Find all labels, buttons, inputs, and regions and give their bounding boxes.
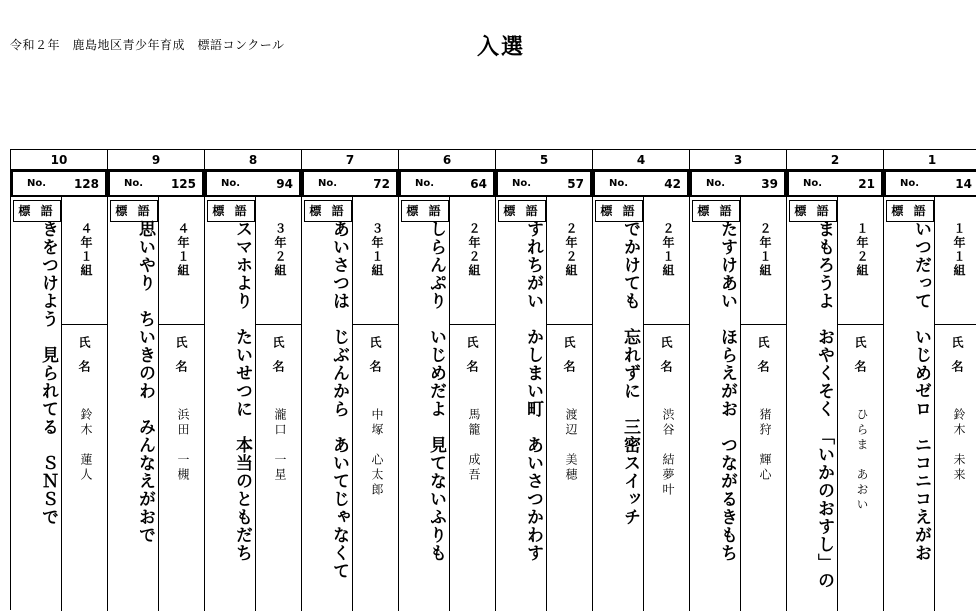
name-label: 氏名 (368, 336, 382, 384)
number-row (593, 170, 689, 197)
number-row (108, 170, 204, 197)
row-divider (934, 324, 976, 325)
slogan-text: たすけあい ほらえがお つながるきもち (717, 220, 737, 562)
rank-cell: 6 (399, 150, 495, 170)
student-name: 鈴木 蓮人 (79, 408, 93, 483)
slogan-label: 標 語 (304, 200, 352, 222)
slogan-label: 標 語 (692, 200, 740, 222)
grade-class: ２年１組 (758, 222, 772, 278)
no-label: No. (609, 178, 629, 189)
name-label: 氏名 (756, 336, 770, 384)
grade-class: ３年１組 (370, 222, 384, 278)
student-name: 中塚 心太郎 (370, 408, 384, 498)
name-label: 氏名 (853, 336, 867, 384)
entry-column-rank-8 (205, 150, 302, 611)
student-name: 鈴木 未来 (952, 408, 966, 483)
entry-number: 42 (664, 177, 681, 191)
column-divider (158, 197, 159, 611)
row-divider (158, 324, 205, 325)
entry-number: 21 (858, 177, 875, 191)
entry-number: 125 (170, 177, 196, 191)
slogan-text: きをつけよう 見られてる ＳＮＳで (38, 220, 58, 526)
name-label: 氏名 (465, 336, 479, 384)
slogan-label: 標 語 (498, 200, 546, 222)
slogan-text: まもろうよ おやくそく 「いかのおすし」の (814, 220, 834, 590)
student-name: ひらま あおい (855, 408, 869, 513)
row-divider (546, 324, 593, 325)
student-name: 渡辺 美穂 (564, 408, 578, 483)
rank-cell: 4 (593, 150, 689, 170)
grade-class: ４年１組 (79, 222, 93, 278)
number-row (496, 170, 592, 197)
entry-number: 64 (470, 177, 487, 191)
grade-class: ２年１組 (661, 222, 675, 278)
slogan-text: 思いやり ちいきのわ みんなえがおで (135, 220, 155, 544)
entry-column-rank-6 (399, 150, 496, 611)
slogan-label: 標 語 (886, 200, 934, 222)
page-title: 入選 (477, 35, 526, 60)
row-divider (61, 324, 108, 325)
number-row (302, 170, 398, 197)
entry-column-rank-1 (884, 150, 976, 611)
rank-cell: 10 (11, 150, 107, 170)
slogan-label: 標 語 (789, 200, 837, 222)
number-row (787, 170, 883, 197)
row-divider (352, 324, 399, 325)
column-divider (837, 197, 838, 611)
entry-number: 57 (567, 177, 584, 191)
row-divider (255, 324, 302, 325)
column-divider (352, 197, 353, 611)
no-label: No. (706, 178, 726, 189)
no-label: No. (124, 178, 144, 189)
rank-cell: 1 (884, 150, 976, 170)
entry-column-rank-5 (496, 150, 593, 611)
no-label: No. (415, 178, 435, 189)
award-table (10, 149, 976, 610)
student-name: 渋谷 結夢叶 (661, 408, 675, 498)
slogan-text: あいさつは じぶんから あいてじゃなくて (329, 220, 349, 580)
rank-cell: 2 (787, 150, 883, 170)
grade-class: ４年１組 (176, 222, 190, 278)
rank-cell: 8 (205, 150, 301, 170)
rank-cell: 3 (690, 150, 786, 170)
name-label: 氏名 (77, 336, 91, 384)
column-divider (934, 197, 935, 611)
slogan-label: 標 語 (207, 200, 255, 222)
column-divider (740, 197, 741, 611)
name-label: 氏名 (562, 336, 576, 384)
grade-class: ２年２組 (564, 222, 578, 278)
number-row (690, 170, 786, 197)
entry-column-rank-4 (593, 150, 690, 611)
slogan-label: 標 語 (110, 200, 158, 222)
rank-cell: 5 (496, 150, 592, 170)
slogan-text: スマホより たいせつに 本当のともだち (232, 220, 252, 562)
entry-column-rank-3 (690, 150, 787, 611)
slogan-text: すれちがい かしまい町 あいさつかわす (523, 220, 543, 562)
grade-class: ２年２組 (467, 222, 481, 278)
no-label: No. (318, 178, 338, 189)
entry-number: 94 (276, 177, 293, 191)
no-label: No. (803, 178, 823, 189)
column-divider (449, 197, 450, 611)
number-row (205, 170, 301, 197)
entry-number: 39 (761, 177, 778, 191)
entry-column-rank-7 (302, 150, 399, 611)
entry-number: 72 (373, 177, 390, 191)
slogan-label: 標 語 (401, 200, 449, 222)
grade-class: １年１組 (952, 222, 966, 278)
column-divider (546, 197, 547, 611)
student-name: 猪狩 輝心 (758, 408, 772, 483)
name-label: 氏名 (950, 336, 964, 384)
no-label: No. (221, 178, 241, 189)
no-label: No. (512, 178, 532, 189)
number-row (399, 170, 495, 197)
column-divider (255, 197, 256, 611)
row-divider (449, 324, 496, 325)
contest-subtitle: 令和２年 鹿島地区青少年育成 標語コンクール (10, 38, 285, 52)
row-divider (837, 324, 884, 325)
no-label: No. (27, 178, 47, 189)
number-row (884, 170, 976, 197)
slogan-text: しらんぷり いじめだよ 見てないふりも (426, 220, 446, 562)
row-divider (643, 324, 690, 325)
slogan-text: でかけても 忘れずに 三密スイッチ (620, 220, 640, 526)
name-label: 氏名 (659, 336, 673, 384)
row-divider (740, 324, 787, 325)
slogan-label: 標 語 (13, 200, 61, 222)
grade-class: １年２組 (855, 222, 869, 278)
column-divider (61, 197, 62, 611)
name-label: 氏名 (271, 336, 285, 384)
rank-cell: 7 (302, 150, 398, 170)
rank-cell: 9 (108, 150, 204, 170)
slogan-text: いつだって いじめゼロ ニコニコえがお (911, 220, 931, 562)
number-row (11, 170, 107, 197)
student-name: 浜田 一槻 (176, 408, 190, 483)
student-name: 瀧口 一星 (273, 408, 287, 483)
entry-number: 14 (955, 177, 972, 191)
name-label: 氏名 (174, 336, 188, 384)
entry-column-rank-9 (108, 150, 205, 611)
entry-number: 128 (73, 177, 99, 191)
entry-column-rank-2 (787, 150, 884, 611)
entry-column-rank-10 (11, 150, 108, 611)
column-divider (643, 197, 644, 611)
student-name: 馬籠 成吾 (467, 408, 481, 483)
no-label: No. (900, 178, 920, 189)
grade-class: ３年２組 (273, 222, 287, 278)
slogan-label: 標 語 (595, 200, 643, 222)
